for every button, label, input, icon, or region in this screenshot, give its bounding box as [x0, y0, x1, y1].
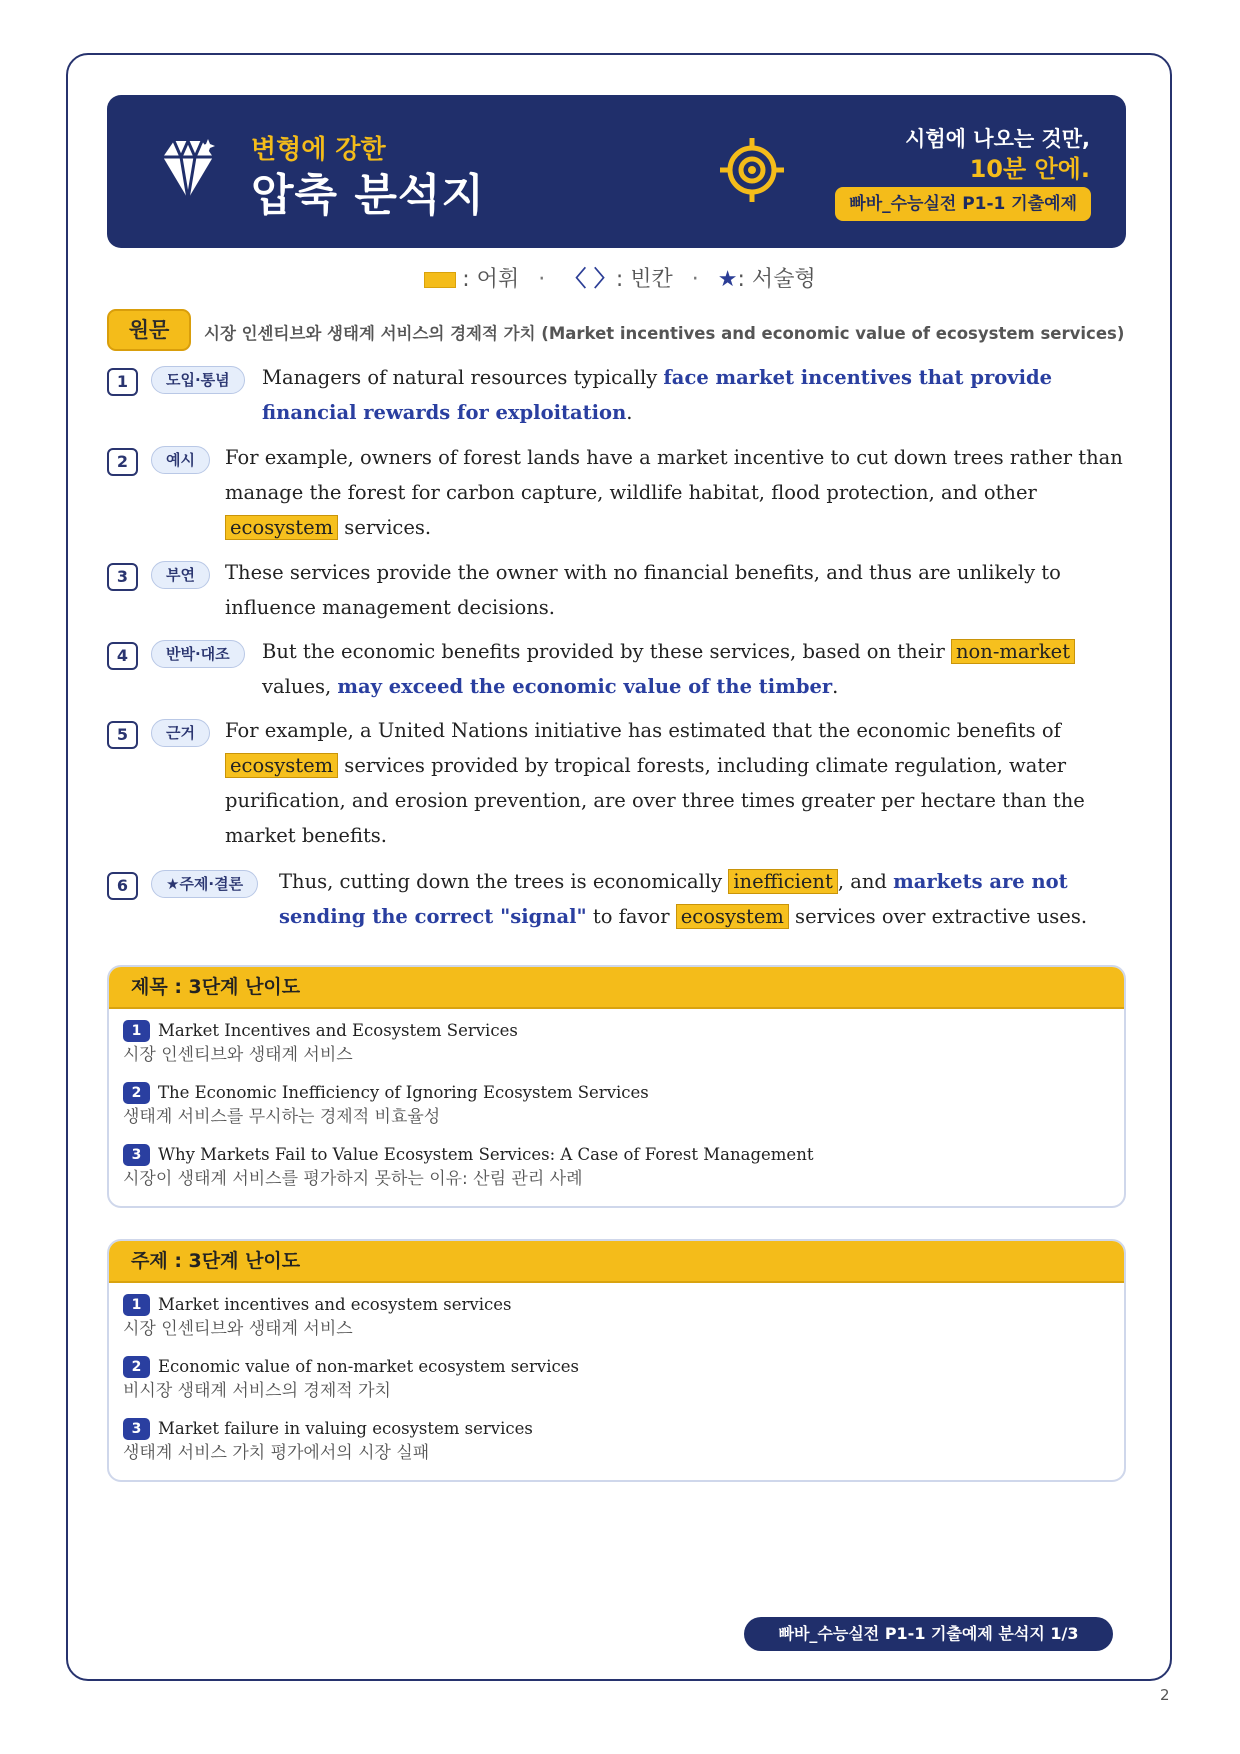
diamond-icon — [157, 137, 219, 203]
sentence-tag: 반박·대조 — [151, 640, 245, 668]
sentence-row-2 — [107, 440, 1126, 545]
item-number: 1 — [123, 1020, 150, 1042]
vocab-highlight: ecosystem — [225, 515, 338, 540]
item-number: 2 — [123, 1082, 150, 1104]
sentence-row-3 — [107, 555, 1126, 625]
sentence-text: For example, owners of forest lands have a market incentive to cut down trees rather than manage the forest for carbon capture, wildlife habitat, flood protection, and other ecosystem services. — [225, 446, 1123, 539]
sentence-number: 6 — [107, 872, 138, 900]
item-korean: 시장 인센티브와 생태계 서비스 — [123, 1045, 353, 1065]
item-korean: 생태계 서비스 가치 평가에서의 시장 실패 — [123, 1443, 430, 1463]
sentence-row-1 — [107, 360, 1126, 430]
sentence-tag: 예시 — [151, 446, 210, 474]
highlight-swatch-icon — [424, 272, 456, 288]
sentence-tag: 근거 — [151, 719, 210, 747]
item-korean: 시장이 생태계 서비스를 평가하지 못하는 이유: 산림 관리 사례 — [123, 1169, 583, 1189]
footer-badge: 빠바_수능실전 P1-1 기출예제 분석지 1/3 — [744, 1617, 1113, 1651]
item-english: Market failure in valuing ecosystem services — [158, 1419, 533, 1438]
list-item — [123, 1293, 1124, 1341]
header-badge: 빠바_수능실전 P1-1 기출예제 — [835, 187, 1091, 221]
vocab-highlight: ecosystem — [225, 753, 338, 778]
sentence-text: But the economic benefits provided by these services, based on their non-market values, may exceed the economic value of the timber. — [262, 634, 1126, 704]
legend-essay: : 서술형 — [737, 267, 816, 292]
sentence-number: 4 — [107, 642, 138, 670]
sentence-row-6 — [107, 864, 1126, 934]
legend-blank: : 빈칸 — [615, 267, 673, 292]
list-item — [123, 1143, 1124, 1191]
sentence-number: 1 — [107, 368, 138, 396]
sentence-number: 2 — [107, 448, 138, 476]
sentence-text: Managers of natural resources typically face market incentives that provide financial rewards for exploitation. — [262, 366, 1053, 424]
vocab-highlight: non-market — [951, 639, 1075, 664]
header-subtitle: 변형에 강한 — [251, 135, 386, 165]
list-item — [123, 1019, 1124, 1067]
legend-dot: · — [691, 267, 699, 292]
item-english: Economic value of non-market ecosystem services — [158, 1357, 579, 1376]
header-title: 압축 분석지 — [251, 170, 485, 221]
vocab-highlight: inefficient — [728, 869, 838, 894]
sentence-tag: 도입·통념 — [151, 366, 245, 394]
legend-dot: · — [538, 267, 546, 292]
title-box-heading: 제목 : 3단계 난이도 — [109, 967, 1124, 1009]
item-korean: 비시장 생태계 서비스의 경제적 가치 — [123, 1381, 391, 1401]
legend — [0, 262, 1240, 293]
header-tagline-1: 시험에 나오는 것만, — [905, 127, 1090, 151]
vocab-highlight: ecosystem — [676, 904, 789, 929]
target-icon — [719, 137, 785, 203]
item-korean: 생태계 서비스를 무시하는 경제적 비효율성 — [123, 1107, 441, 1127]
header-banner — [107, 95, 1126, 248]
title-box — [107, 965, 1126, 1208]
sentence-text: These services provide the owner with no financial benefits, and thus are unlikely to influence management decisions. — [225, 561, 1061, 619]
star-icon: ★ — [717, 267, 738, 292]
sentence-row-5 — [107, 713, 1126, 853]
sentence-tag: ★주제·결론 — [151, 870, 258, 898]
page-number: 2 — [1160, 1686, 1170, 1704]
item-number: 3 — [123, 1144, 150, 1166]
sentence-text: For example, a United Nations initiative has estimated that the economic benefits of ecosystem services provided by tropical forests, including climate regulation, water purification, and erosion prevention, are over three times greater per hectare than the market benefits. — [225, 719, 1085, 847]
item-english: Market Incentives and Ecosystem Services — [158, 1021, 518, 1040]
angle-brackets-icon: 〈 〉 — [564, 267, 616, 292]
list-item — [123, 1417, 1124, 1465]
theme-box-heading: 주제 : 3단계 난이도 — [109, 1241, 1124, 1283]
list-item — [123, 1081, 1124, 1129]
sentence-row-4 — [107, 634, 1126, 704]
sentence-tag: 부연 — [151, 561, 210, 589]
item-english: Why Markets Fail to Value Ecosystem Services: A Case of Forest Management — [158, 1145, 814, 1164]
header-tagline-2: 10분 안에. — [969, 155, 1090, 183]
original-label: 원문 — [107, 309, 191, 351]
item-number: 2 — [123, 1356, 150, 1378]
item-korean: 시장 인센티브와 생태계 서비스 — [123, 1319, 353, 1339]
sentence-number: 5 — [107, 721, 138, 749]
legend-vocab: : 어휘 — [462, 267, 520, 292]
theme-box — [107, 1239, 1126, 1482]
original-title: 시장 인센티브와 생태계 서비스의 경제적 가치 (Market incentives and economic value of ecosystem services) — [204, 324, 1125, 343]
sentence-text: Thus, cutting down the trees is economically inefficient , and markets are not sending the correct "signal" to favor ecosystem services over extractive uses. — [279, 870, 1088, 928]
item-number: 3 — [123, 1418, 150, 1440]
sentence-number: 3 — [107, 563, 138, 591]
item-english: The Economic Inefficiency of Ignoring Ecosystem Services — [158, 1083, 649, 1102]
item-english: Market incentives and ecosystem services — [158, 1295, 512, 1314]
item-number: 1 — [123, 1294, 150, 1316]
list-item — [123, 1355, 1124, 1403]
